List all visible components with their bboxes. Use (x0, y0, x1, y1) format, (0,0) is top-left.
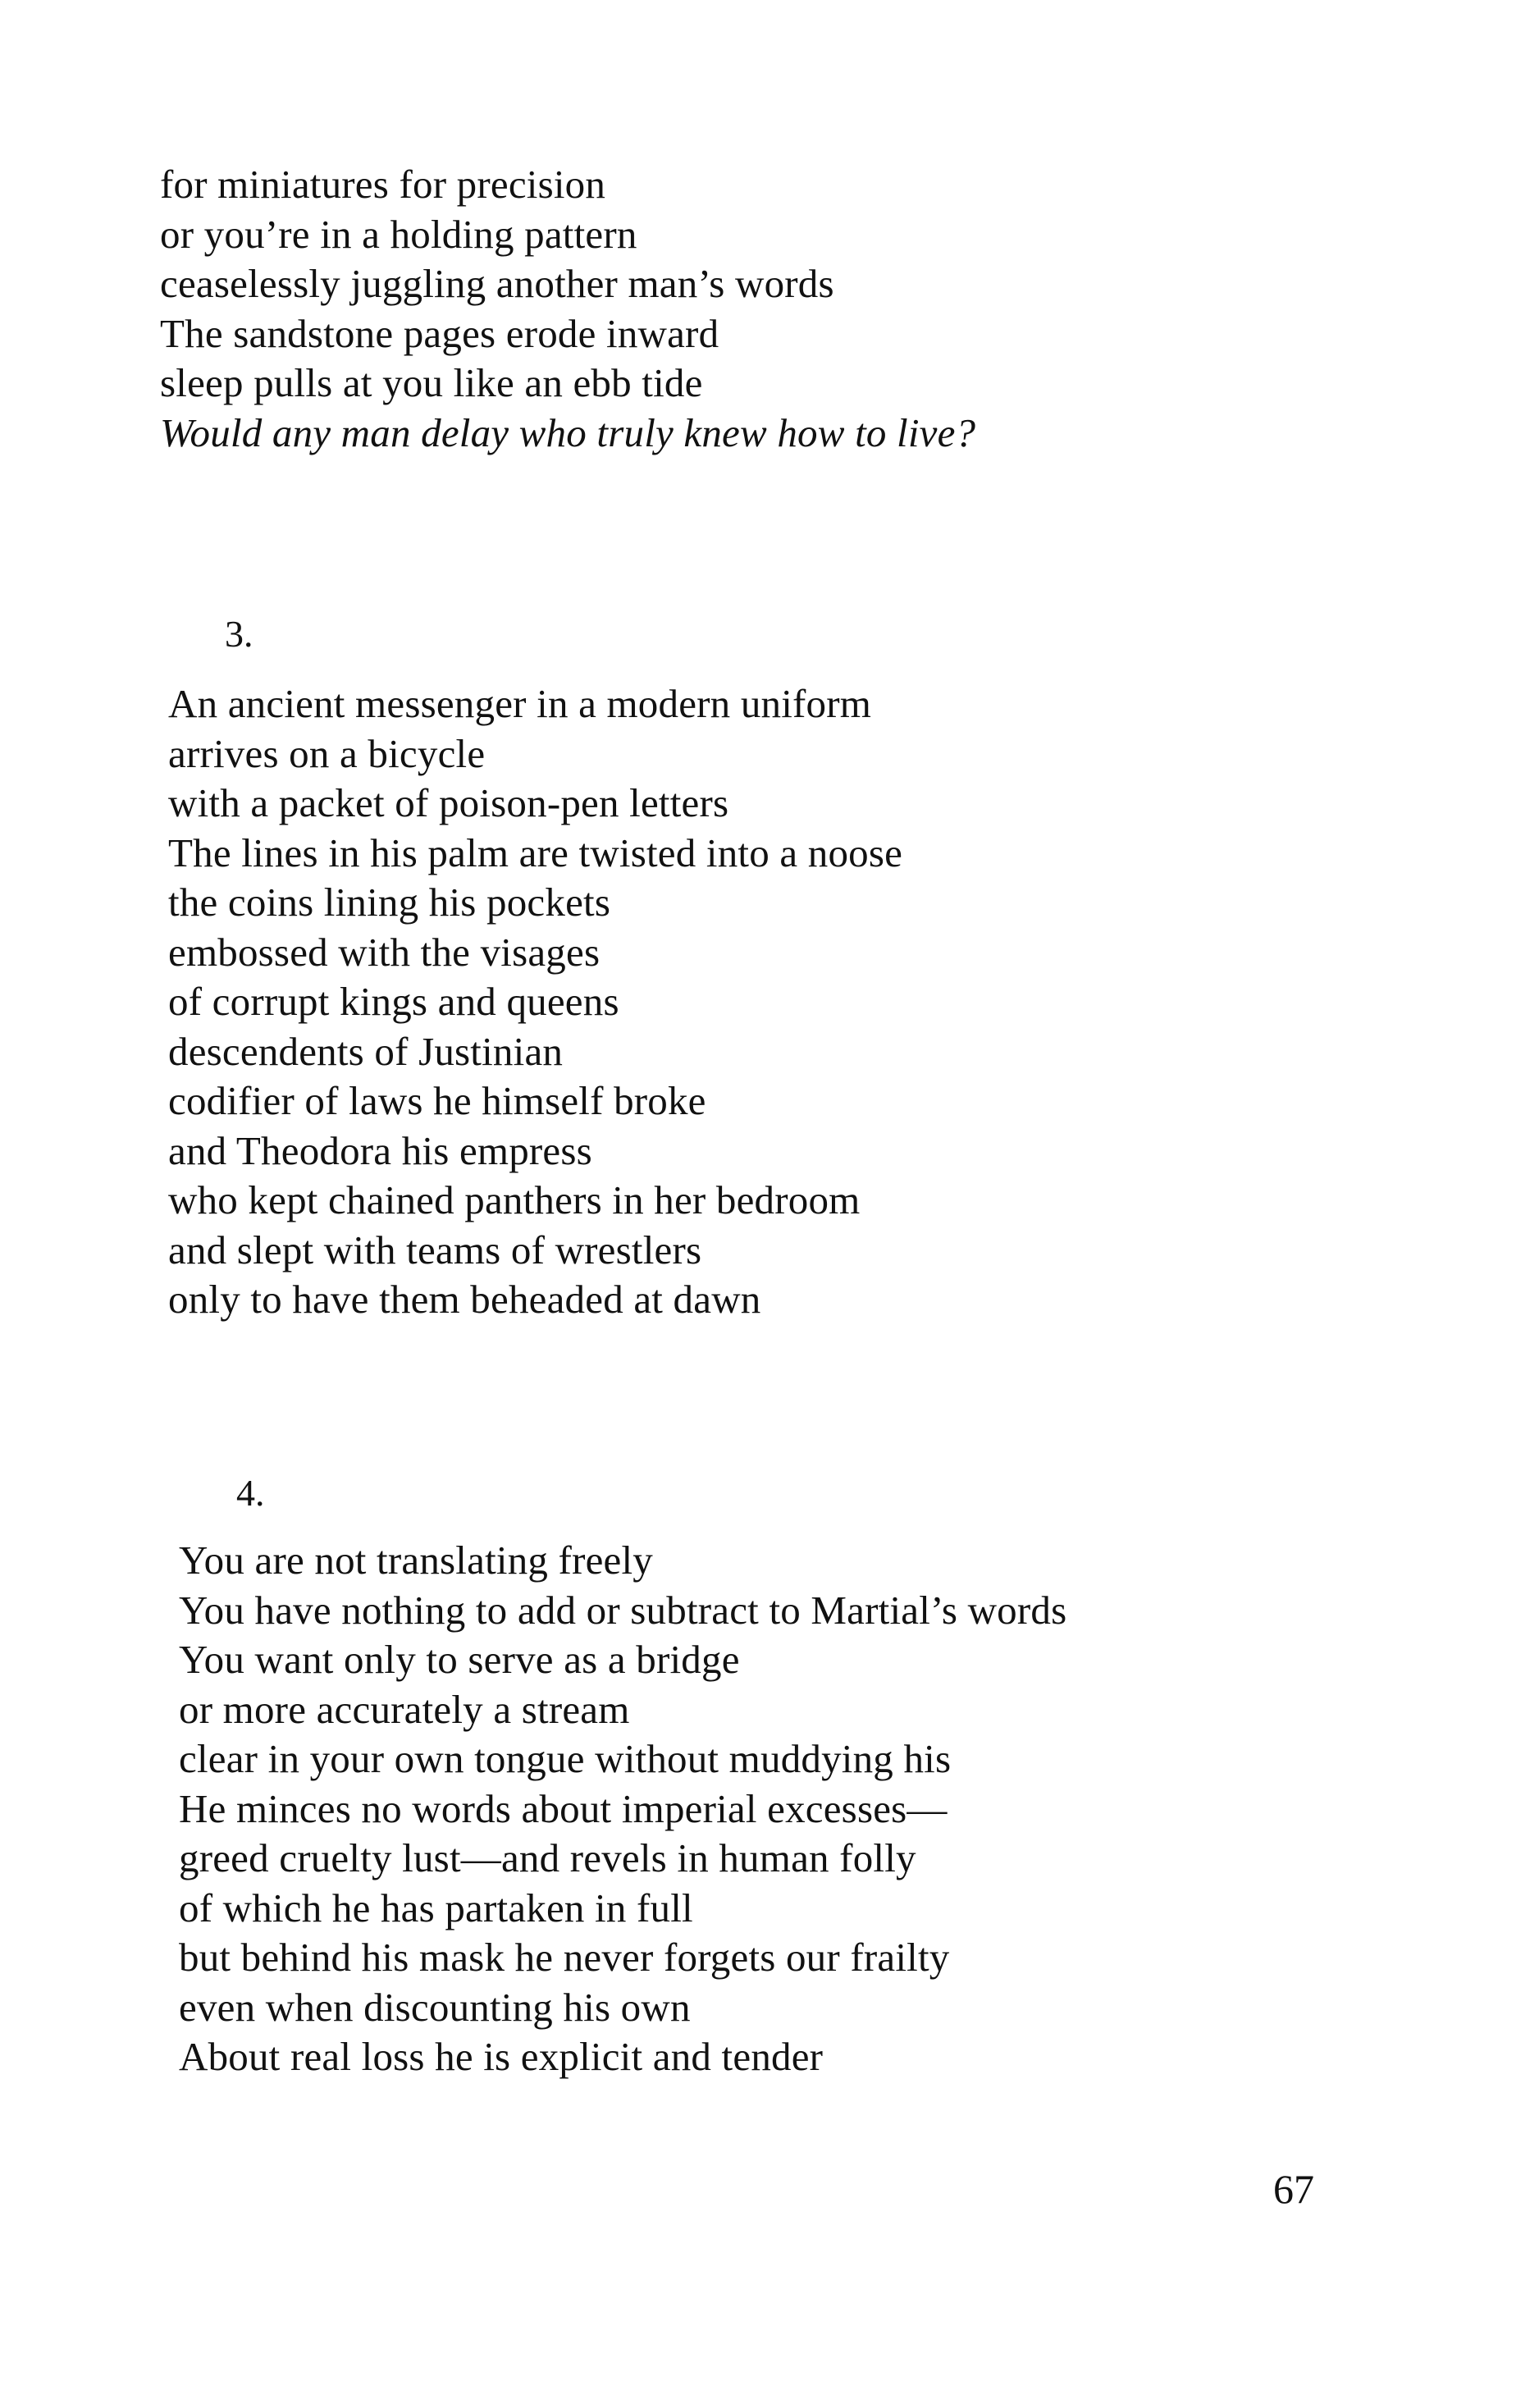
poem-line: He minces no words about imperial excesses— (179, 1785, 948, 1831)
poem-line: embossed with the visages (168, 929, 601, 975)
poem-line: only to have them beheaded at dawn (168, 1277, 761, 1322)
poem-line: and Theodora his empress (168, 1127, 592, 1173)
poem-line: even when discounting his own (179, 1984, 691, 2030)
poem-line: or you’re in a holding pattern (160, 211, 637, 257)
poem-line: You want only to serve as a bridge (179, 1637, 740, 1682)
poem-line: About real loss he is explicit and tender (179, 2034, 824, 2079)
poem-line: or more accurately a stream (179, 1686, 630, 1732)
poem-line: ceaselessly juggling another man’s words (160, 261, 834, 306)
poem-line: descendents of Justinian (168, 1028, 564, 1074)
poem-line: You have nothing to add or subtract to Martial’s words (179, 1587, 1067, 1633)
poem-line: codifier of laws he himself broke (168, 1078, 706, 1123)
poem-section-3 (168, 679, 902, 1325)
poem-line: of corrupt kings and queens (168, 979, 619, 1024)
poem-line-italic-quote: Would any man delay who truly knew how to live? (160, 409, 976, 455)
page-number: 67 (1273, 2166, 1314, 2212)
poem-line: sleep pulls at you like an ebb tide (160, 360, 703, 405)
poem-line: The sandstone pages erode inward (160, 310, 719, 356)
poem-line: You are not translating freely (179, 1538, 653, 1583)
poem-line: clear in your own tongue without muddying his (179, 1736, 952, 1781)
poem-line: the coins lining his pockets (168, 880, 611, 925)
poem-line: An ancient messenger in a modern uniform (168, 681, 872, 726)
poem-section-4 (179, 1536, 1066, 2082)
section-number: 4. (236, 1472, 265, 1514)
poem-line: for miniatures for precision (160, 162, 606, 207)
poem-line: of which he has partaken in full (179, 1885, 693, 1931)
poem-line: arrives on a bicycle (168, 730, 486, 776)
poem-line: who kept chained panthers in her bedroom (168, 1177, 861, 1222)
poem-section-2-ending (160, 160, 975, 458)
poem-line: but behind his mask he never forgets our frailty (179, 1935, 950, 1980)
poem-line: The lines in his palm are twisted into a noose (168, 829, 903, 875)
section-number: 3. (225, 613, 253, 655)
poem-line: and slept with teams of wrestlers (168, 1227, 702, 1273)
poem-line: with a packet of poison-pen letters (168, 780, 729, 825)
poem-line: greed cruelty lust—and revels in human folly (179, 1835, 916, 1880)
